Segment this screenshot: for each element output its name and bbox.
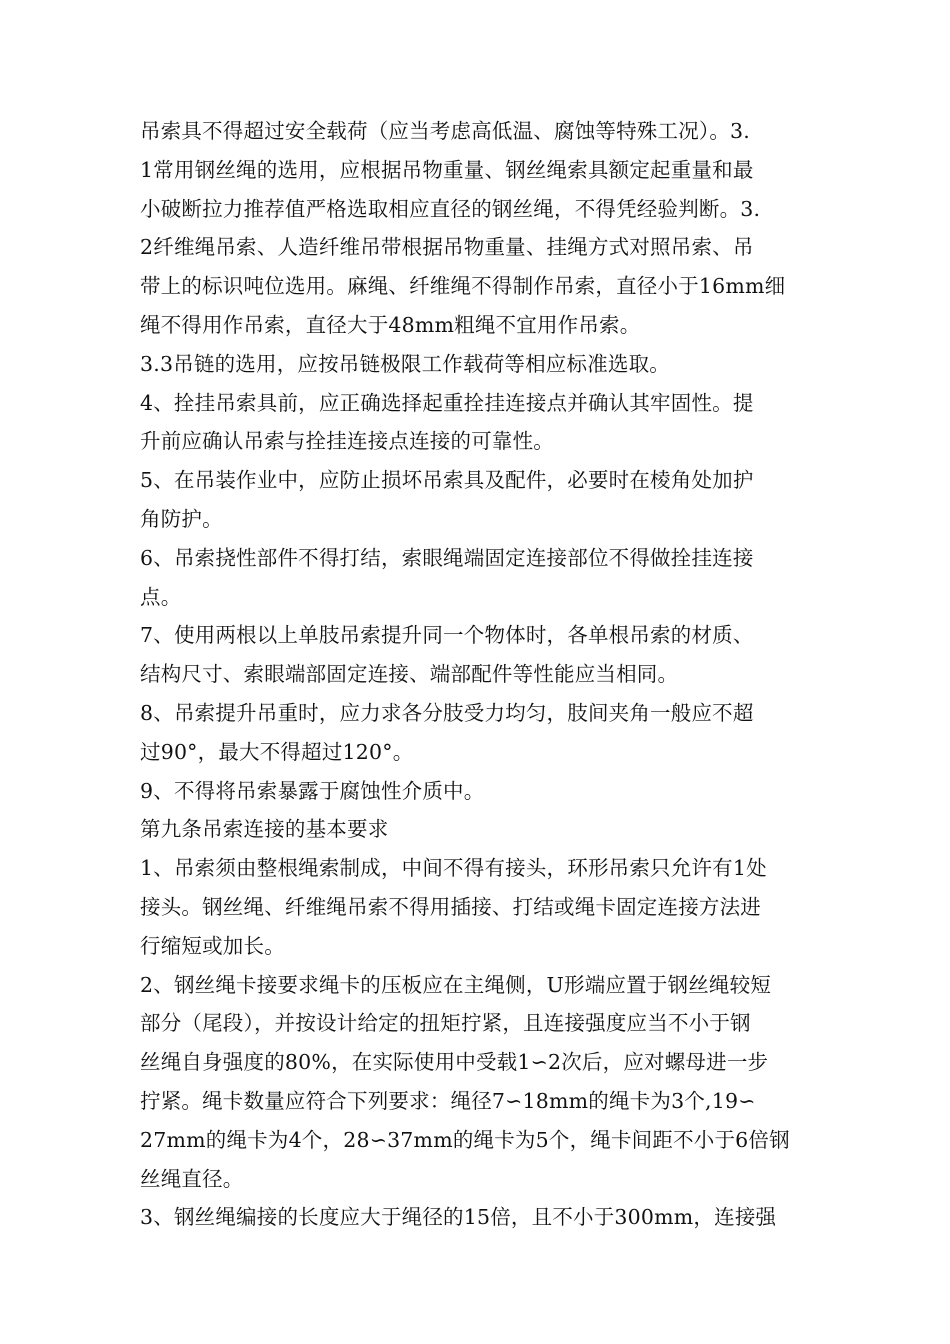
text-line: 1、吊索须由整根绳索制成，中间不得有接头，环形吊索只允许有1处: [140, 856, 767, 881]
text-line: 带上的标识吨位选用。麻绳、纤维绳不得制作吊索，直径小于16mm细: [140, 274, 786, 299]
text-line: 接头。钢丝绳、纤维绳吊索不得用插接、打结或绳卡固定连接方法进: [140, 894, 761, 919]
text-line: 7、使用两根以上单肢吊索提升同一个物体时，各单根吊索的材质、: [140, 623, 754, 648]
text-line: 6、吊索挠性部件不得打结，索眼绳端固定连接部位不得做拴挂连接: [140, 545, 754, 570]
text-line: 丝绳直径。: [140, 1166, 244, 1191]
text-line: 拧紧。绳卡数量应符合下列要求：绳径7∽18mm的绳卡为3个,19∽: [140, 1088, 756, 1113]
text-line: 2纤维绳吊索、人造纤维吊带根据吊物重量、挂绳方式对照吊索、吊: [140, 235, 754, 260]
text-line: 部分（尾段），并按设计给定的扭矩拧紧，且连接强度应当不小于钢: [140, 1011, 751, 1036]
text-line: 9、不得将吊索暴露于腐蚀性介质中。: [140, 778, 485, 803]
text-line: 绳不得用作吊索，直径大于48mm粗绳不宜用作吊索。: [140, 312, 641, 337]
text-line: 结构尺寸、索眼端部固定连接、端部配件等性能应当相同。: [140, 662, 679, 687]
text-line: 5、在吊装作业中，应防止损坏吊索具及配件，必要时在棱角处加护: [140, 468, 754, 493]
text-line: 小破断拉力推荐值严格选取相应直径的钢丝绳，不得凭经验判断。3.: [140, 196, 761, 221]
text-line: 3.3吊链的选用，应按吊链极限工作载荷等相应标准选取。: [140, 351, 671, 376]
text-line: 过90°，最大不得超过120°。: [140, 739, 414, 764]
text-line: 1常用钢丝绳的选用，应根据吊物重量、钢丝绳索具额定起重量和最: [140, 157, 754, 182]
text-line: 4、拴挂吊索具前，应正确选择起重拴挂连接点并确认其牢固性。提: [140, 390, 754, 415]
text-line: 8、吊索提升吊重时，应力求各分肢受力均匀，肢间夹角一般应不超: [140, 700, 754, 725]
text-line: 丝绳自身强度的80%，在实际使用中受载1∽2次后，应对螺母进一步: [140, 1050, 769, 1075]
text-line: 点。: [140, 584, 182, 609]
text-line: 角防护。: [140, 506, 223, 531]
text-line: 2、钢丝绳卡接要求绳卡的压板应在主绳侧，U形端应置于钢丝绳较短: [140, 972, 772, 997]
text-line: 吊索具不得超过安全载荷（应当考虑高低温、腐蚀等特殊工况）。3.: [140, 119, 751, 143]
text-line: 3、钢丝绳编接的长度应大于绳径的15倍，且不小于300mm，连接强: [140, 1205, 777, 1230]
document-body: [140, 112, 830, 1237]
section-heading: 第九条吊索连接的基本要求: [140, 817, 389, 842]
text-line: 升前应确认吊索与拴挂连接点连接的可靠性。: [140, 429, 554, 454]
text-line: 27mm的绳卡为4个，28∽37mm的绳卡为5个，绳卡间距不小于6倍钢: [140, 1127, 790, 1152]
text-line: 行缩短或加长。: [140, 933, 285, 958]
